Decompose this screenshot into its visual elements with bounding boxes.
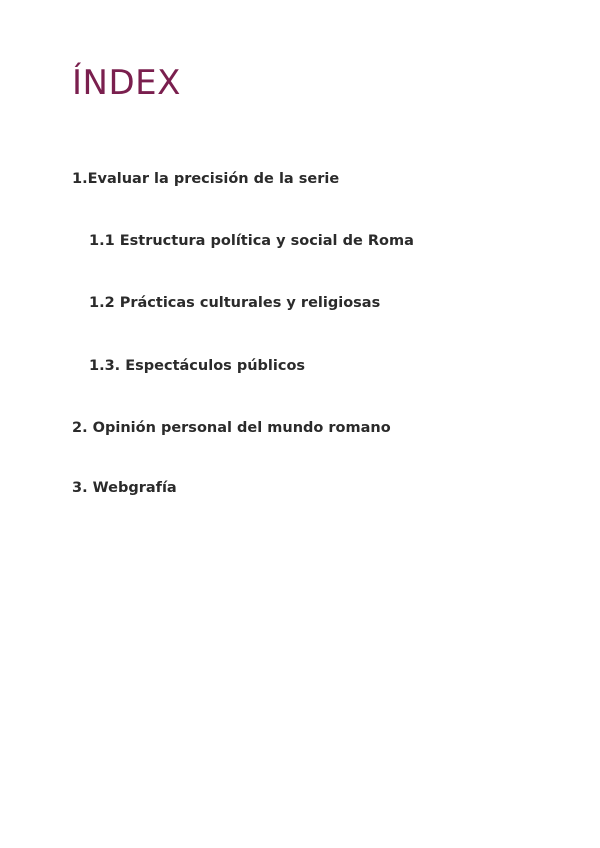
toc-item-espectaculos-publicos: 1.3. Espectáculos públicos bbox=[89, 358, 306, 374]
toc-item-webgrafia: 3. Webgrafía bbox=[72, 480, 177, 496]
page-title: ÍNDEX bbox=[72, 63, 181, 103]
toc-item-estructura-politica: 1.1 Estructura política y social de Roma bbox=[89, 233, 414, 249]
toc-item-opinion-personal: 2. Opinión personal del mundo romano bbox=[72, 420, 391, 436]
toc-item-evaluar-precision: 1.Evaluar la precisión de la serie bbox=[72, 171, 340, 187]
toc-item-practicas-culturales: 1.2 Prácticas culturales y religiosas bbox=[89, 295, 381, 311]
